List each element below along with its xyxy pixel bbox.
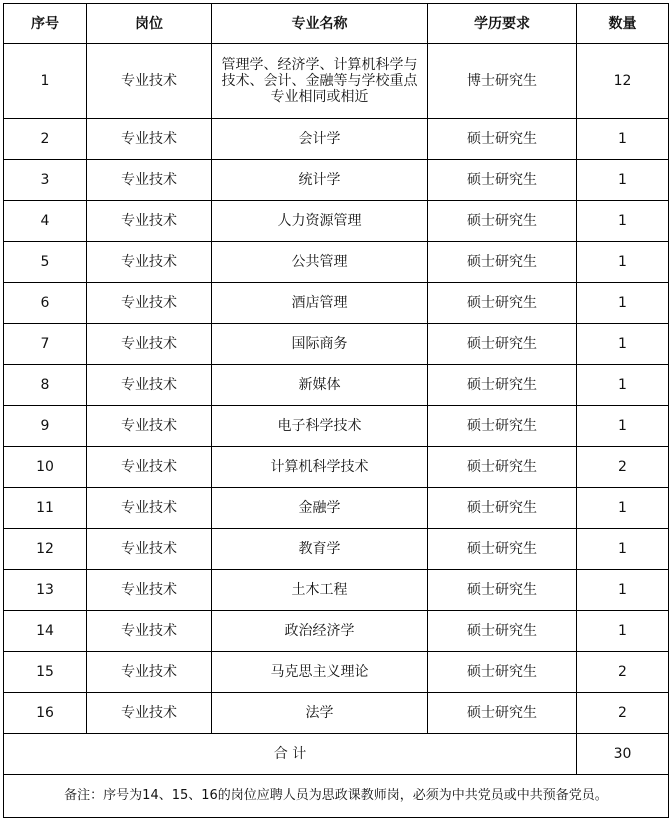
cell-post: 专业技术	[87, 447, 212, 488]
header-count: 数量	[577, 4, 669, 44]
table-row	[4, 488, 669, 529]
cell-major: 人力资源管理	[212, 201, 428, 242]
cell-count: 1	[577, 611, 669, 652]
table-row	[4, 242, 669, 283]
header-row	[4, 4, 669, 44]
cell-education: 硕士研究生	[428, 693, 577, 734]
cell-count: 2	[577, 447, 669, 488]
cell-serial-number: 4	[4, 201, 87, 242]
cell-major: 公共管理	[212, 242, 428, 283]
cell-education: 硕士研究生	[428, 242, 577, 283]
cell-major: 电子科学技术	[212, 406, 428, 447]
cell-count: 1	[577, 570, 669, 611]
cell-count: 1	[577, 529, 669, 570]
cell-education: 硕士研究生	[428, 570, 577, 611]
cell-post: 专业技术	[87, 44, 212, 119]
header-serial-number: 序号	[4, 4, 87, 44]
header-major: 专业名称	[212, 4, 428, 44]
note-text: 备注：序号为14、15、16的岗位应聘人员为思政课教师岗，必须为中共党员或中共预备党员。	[4, 775, 669, 818]
cell-major: 马克思主义理论	[212, 652, 428, 693]
cell-serial-number: 7	[4, 324, 87, 365]
cell-post: 专业技术	[87, 283, 212, 324]
cell-count: 1	[577, 488, 669, 529]
table-row	[4, 160, 669, 201]
cell-major: 管理学、经济学、计算机科学与技术、会计、金融等与学校重点专业相同或相近	[212, 44, 428, 119]
table-row	[4, 365, 669, 406]
cell-serial-number: 16	[4, 693, 87, 734]
cell-education: 硕士研究生	[428, 324, 577, 365]
cell-serial-number: 13	[4, 570, 87, 611]
cell-serial-number: 2	[4, 119, 87, 160]
cell-post: 专业技术	[87, 119, 212, 160]
cell-major: 新媒体	[212, 365, 428, 406]
cell-serial-number: 11	[4, 488, 87, 529]
cell-education: 硕士研究生	[428, 447, 577, 488]
cell-count: 1	[577, 201, 669, 242]
recruitment-table	[3, 3, 669, 818]
cell-education: 硕士研究生	[428, 611, 577, 652]
cell-major: 土木工程	[212, 570, 428, 611]
cell-post: 专业技术	[87, 570, 212, 611]
cell-major: 金融学	[212, 488, 428, 529]
table-row	[4, 570, 669, 611]
table-row	[4, 44, 669, 119]
table-row	[4, 693, 669, 734]
cell-education: 硕士研究生	[428, 160, 577, 201]
cell-post: 专业技术	[87, 406, 212, 447]
cell-serial-number: 10	[4, 447, 87, 488]
cell-count: 1	[577, 406, 669, 447]
cell-education: 硕士研究生	[428, 652, 577, 693]
total-label: 合 计	[4, 734, 577, 775]
cell-post: 专业技术	[87, 529, 212, 570]
cell-serial-number: 3	[4, 160, 87, 201]
cell-major: 统计学	[212, 160, 428, 201]
cell-count: 2	[577, 693, 669, 734]
cell-education: 博士研究生	[428, 44, 577, 119]
cell-serial-number: 5	[4, 242, 87, 283]
cell-education: 硕士研究生	[428, 119, 577, 160]
cell-serial-number: 8	[4, 365, 87, 406]
cell-major: 政治经济学	[212, 611, 428, 652]
header-post: 岗位	[87, 4, 212, 44]
cell-major: 会计学	[212, 119, 428, 160]
cell-serial-number: 6	[4, 283, 87, 324]
cell-count: 1	[577, 324, 669, 365]
cell-major: 计算机科学技术	[212, 447, 428, 488]
table-row	[4, 119, 669, 160]
cell-count: 2	[577, 652, 669, 693]
table-row	[4, 201, 669, 242]
cell-serial-number: 14	[4, 611, 87, 652]
cell-post: 专业技术	[87, 611, 212, 652]
note-row	[4, 775, 669, 818]
table-row	[4, 652, 669, 693]
cell-post: 专业技术	[87, 652, 212, 693]
cell-education: 硕士研究生	[428, 201, 577, 242]
cell-serial-number: 12	[4, 529, 87, 570]
cell-post: 专业技术	[87, 693, 212, 734]
cell-education: 硕士研究生	[428, 488, 577, 529]
total-count: 30	[577, 734, 669, 775]
cell-post: 专业技术	[87, 324, 212, 365]
cell-education: 硕士研究生	[428, 406, 577, 447]
cell-post: 专业技术	[87, 488, 212, 529]
header-education: 学历要求	[428, 4, 577, 44]
table-row	[4, 529, 669, 570]
cell-serial-number: 15	[4, 652, 87, 693]
total-row	[4, 734, 669, 775]
cell-count: 1	[577, 160, 669, 201]
cell-count: 1	[577, 119, 669, 160]
cell-major: 教育学	[212, 529, 428, 570]
table-row	[4, 324, 669, 365]
cell-serial-number: 1	[4, 44, 87, 119]
cell-major: 国际商务	[212, 324, 428, 365]
cell-serial-number: 9	[4, 406, 87, 447]
cell-education: 硕士研究生	[428, 365, 577, 406]
table-row	[4, 283, 669, 324]
cell-count: 1	[577, 242, 669, 283]
cell-post: 专业技术	[87, 160, 212, 201]
cell-count: 12	[577, 44, 669, 119]
cell-post: 专业技术	[87, 242, 212, 283]
cell-education: 硕士研究生	[428, 529, 577, 570]
cell-major: 法学	[212, 693, 428, 734]
recruitment-table-container	[3, 3, 669, 818]
cell-count: 1	[577, 283, 669, 324]
cell-count: 1	[577, 365, 669, 406]
cell-major: 酒店管理	[212, 283, 428, 324]
table-row	[4, 447, 669, 488]
cell-post: 专业技术	[87, 201, 212, 242]
cell-education: 硕士研究生	[428, 283, 577, 324]
table-row	[4, 611, 669, 652]
cell-post: 专业技术	[87, 365, 212, 406]
table-row	[4, 406, 669, 447]
